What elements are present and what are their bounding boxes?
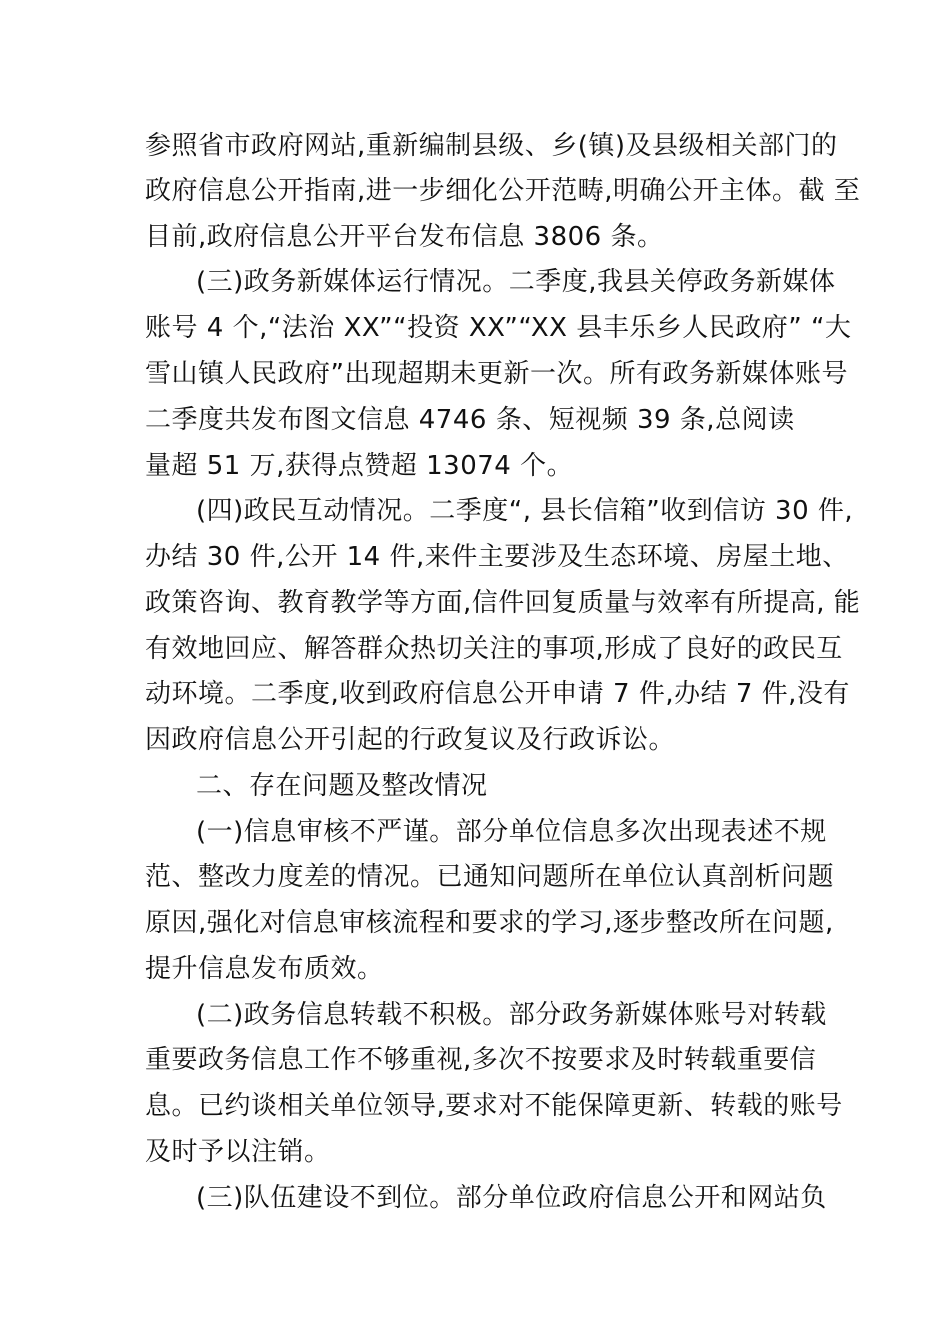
- text-line: 原因,强化对信息审核流程和要求的学习,逐步整改所在问题,: [145, 908, 834, 938]
- text-line: 息。已约谈相关单位领导,要求对不能保障更新、转载的账号: [145, 1091, 843, 1121]
- text-line: 参照省市政府网站,重新编制县级、乡(镇)及县级相关部门的: [145, 131, 838, 161]
- text-line: 动环境。二季度,收到政府信息公开申请 7 件,办结 7 件,没有: [145, 679, 850, 709]
- text-line: 政府信息公开指南,进一步细化公开范畴,明确公开主体。截 至: [145, 176, 861, 206]
- text-line: 办结 30 件,公开 14 件,来件主要涉及生态环境、房屋土地、: [145, 542, 849, 572]
- text-line: 量超 51 万,获得点赞超 13074 个。: [145, 451, 574, 481]
- paragraph-heading: (三)政务新媒体运行情况。二季度,我县关停政务新媒体: [196, 267, 836, 297]
- paragraph-heading: (四)政民互动情况。二季度“, 县长信箱”收到信访 30 件,: [196, 496, 854, 526]
- section-heading: 二、存在问题及整改情况: [196, 771, 488, 801]
- text-line: 重要政务信息工作不够重视,多次不按要求及时转载重要信: [145, 1045, 817, 1075]
- paragraph-heading: (三)队伍建设不到位。部分单位政府信息公开和网站负: [196, 1183, 827, 1213]
- text-line: 目前,政府信息公开平台发布信息 3806 条。: [145, 222, 664, 252]
- text-line: 二季度共发布图文信息 4746 条、短视频 39 条,总阅读: [145, 405, 795, 435]
- text-line: 范、整改力度差的情况。已通知问题所在单位认真剖析问题: [145, 862, 835, 892]
- text-line: 有效地回应、解答群众热切关注的事项,形成了良好的政民互: [145, 634, 843, 664]
- text-line: 政策咨询、教育教学等方面,信件回复质量与效率有所提高, 能: [145, 588, 861, 618]
- text-line: 雪山镇人民政府”出现超期未更新一次。所有政务新媒体账号: [145, 359, 848, 389]
- paragraph-heading: (一)信息审核不严谨。部分单位信息多次出现表述不规: [196, 817, 827, 847]
- text-line: 账号 4 个,“法治 XX”“投资 XX”“XX 县丰乐乡人民政府” “大: [145, 313, 852, 343]
- text-line: 及时予以注销。: [145, 1137, 331, 1167]
- paragraph-heading: (二)政务信息转载不积极。部分政务新媒体账号对转载: [196, 1000, 827, 1030]
- text-line: 提升信息发布质效。: [145, 954, 384, 984]
- text-line: 因政府信息公开引起的行政复议及行政诉讼。: [145, 725, 676, 755]
